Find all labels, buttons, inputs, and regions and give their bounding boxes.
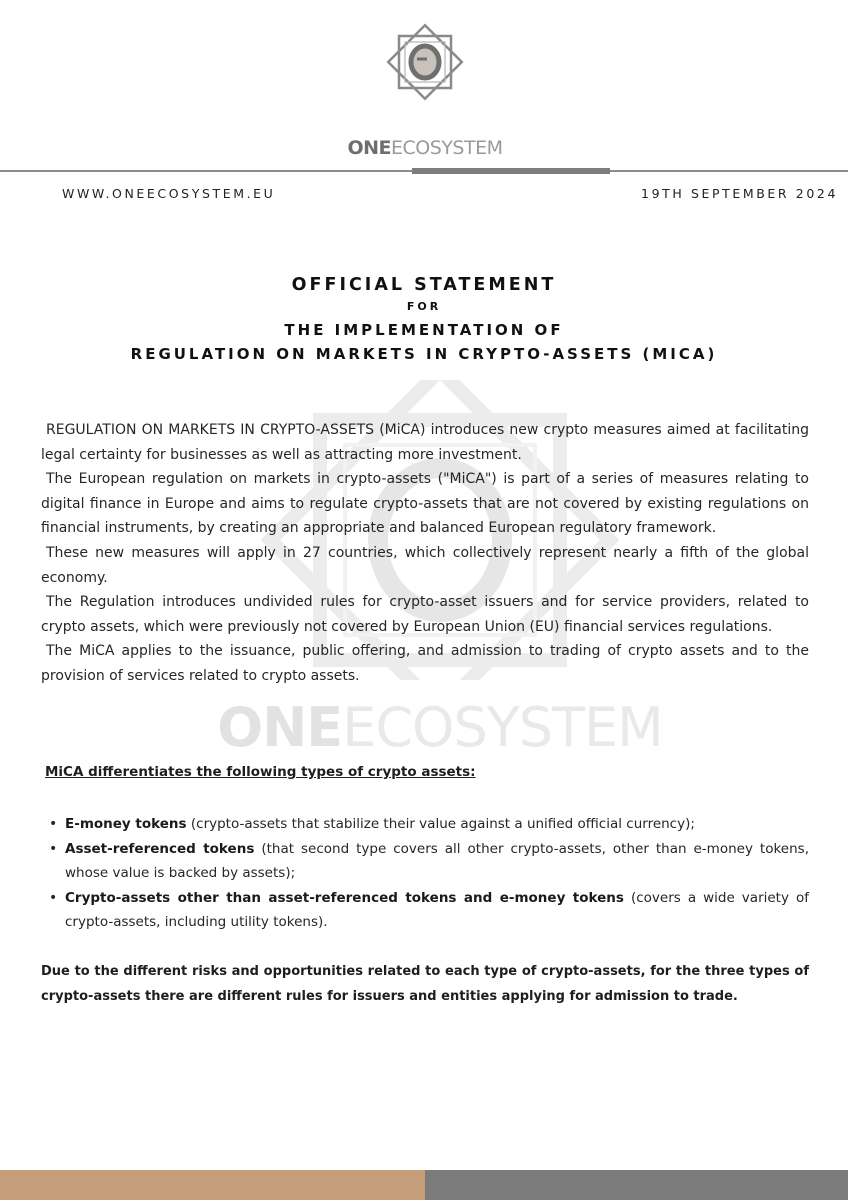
paragraph: The European regulation on markets in crypto-assets ("MiCA") is part of a series of measures relating to digital finance in Europe and aims to regulate crypto-assets that are not covered by existing regulations on financial instruments, by creating an appropriate and balanced European regulatory framework. bbox=[41, 471, 809, 537]
type-term: E-money tokens bbox=[65, 816, 187, 832]
paragraph: The MiCA applies to the issuance, public offering, and admission to trading of crypto assets and to the provision of services related to crypto assets. bbox=[41, 643, 809, 684]
watermark-wordmark bbox=[195, 698, 685, 758]
closing-statement: Due to the different risks and opportunities related to each type of crypto-assets, for the three types of crypto-assets there are different rules for issuers and entities applying for admission to trade. bbox=[41, 964, 809, 1004]
brand-word-light: ECOSYSTEM bbox=[391, 137, 503, 159]
type-term: Asset-referenced tokens bbox=[65, 840, 255, 857]
brand-logo bbox=[335, 22, 515, 159]
types-heading: MiCA differentiates the following types of crypto assets: bbox=[45, 764, 476, 780]
document-title bbox=[0, 274, 848, 366]
paragraph: REGULATION ON MARKETS IN CRYPTO-ASSETS (MiCA) introduces new crypto measures aimed at facilitating legal certainty for businesses as well as attracting more investment. bbox=[41, 422, 809, 463]
footer-bar-left bbox=[0, 1170, 425, 1200]
brand-word-bold: ONE bbox=[347, 137, 392, 159]
statement-date: 19TH SEPTEMBER 2024 bbox=[641, 186, 838, 201]
type-term: Crypto-assets other than asset-referenced tokens and e-money tokens bbox=[65, 889, 624, 906]
logo-emblem-icon bbox=[385, 22, 465, 102]
list-item bbox=[45, 837, 809, 886]
title-line-2: FOR bbox=[406, 300, 442, 313]
title-line-1: OFFICIAL STATEMENT bbox=[291, 275, 557, 295]
header-divider-accent bbox=[412, 168, 610, 174]
type-description: (covers a wide variety of crypto-assets, including utility tokens). bbox=[65, 889, 809, 931]
title-line-4: REGULATION ON MARKETS IN CRYPTO-ASSETS (MICA) bbox=[130, 345, 718, 363]
token-types-list bbox=[45, 812, 809, 935]
list-item bbox=[45, 886, 809, 935]
type-description: (crypto-assets that stabilize their value against a unified official currency); bbox=[186, 816, 695, 832]
list-item bbox=[45, 812, 809, 837]
website-link[interactable]: WWW.ONEECOSYSTEM.EU bbox=[62, 186, 276, 201]
watermark-word-bold: ONE bbox=[217, 696, 343, 759]
footer-bar-right bbox=[425, 1170, 848, 1200]
paragraph: These new measures will apply in 27 countries, which collectively represent nearly a fifth of the global economy. bbox=[41, 544, 809, 586]
title-line-3: THE IMPLEMENTATION OF bbox=[284, 321, 564, 339]
type-description: (that second type covers all other crypto-assets, other than e-money tokens, whose value is backed by assets); bbox=[65, 840, 809, 882]
watermark-word-light: ECOSYSTEM bbox=[342, 696, 663, 759]
statement-body bbox=[41, 418, 809, 689]
paragraph: The Regulation introduces undivided rules for crypto-asset issuers and for service providers, related to crypto assets, which were previously not covered by European Union (EU) financial services regulations. bbox=[41, 594, 809, 635]
brand-wordmark bbox=[335, 138, 515, 158]
